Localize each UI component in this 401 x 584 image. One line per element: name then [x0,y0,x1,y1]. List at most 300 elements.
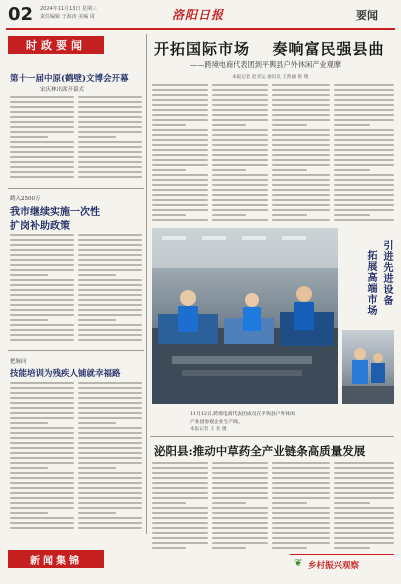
body-text-line [334,129,394,131]
story3-title: 技能培训为残疾人铺就幸福路 [10,369,121,379]
body-text-line [78,387,142,389]
body-text-line [78,502,142,504]
body-text-line [10,299,74,301]
photo-caption-line1: 11月12日,跨境电商代表团成员在平舆县户外休闲 [190,412,295,417]
body-text-line [152,487,208,489]
body-text-line [212,119,268,121]
body-text-line [78,309,142,311]
body-text-line [78,259,142,261]
body-text-line [152,99,208,101]
body-text-line [10,161,74,163]
story1-title: 第十一届中原(鹤壁)文博会开幕 [10,74,129,84]
body-text-line [78,299,142,301]
body-text-line [10,492,74,494]
body-text-line [334,477,394,479]
body-text-line [10,452,74,454]
body-text-line [334,487,394,489]
body-text-line [152,527,208,529]
body-text-line [212,89,268,91]
body-text-line [10,457,74,459]
body-text-line [78,239,142,241]
column-separator [146,34,147,534]
body-text-line [10,259,74,261]
body-text-line [334,159,394,161]
body-text-line [334,512,394,514]
feature-photo-2 [342,330,394,404]
body-text-line [152,119,208,121]
body-text-line [272,219,330,221]
body-text-line [78,106,142,108]
feature-body-col3 [272,84,330,224]
body-text-line [334,149,394,151]
body-text-line [272,119,330,121]
body-text-line [78,294,142,296]
body-text-line [10,284,74,286]
body-text-line [272,482,330,484]
body-text-line [334,472,394,474]
body-text-line [10,319,48,321]
body-text-line [10,432,74,434]
body-text-line [334,537,394,539]
body-text-line [334,532,394,534]
body-text-line [152,94,208,96]
body-text-line [272,134,330,136]
body-text-line [272,467,330,469]
body-text-line [78,512,116,514]
body-text-line [212,199,268,201]
body-text-line [10,131,74,133]
body-text-line [152,537,208,539]
body-text-line [152,189,208,191]
body-text-line [78,156,142,158]
body-text-line [212,184,268,186]
body-text-line [272,537,330,539]
body-text-line [334,179,394,181]
feature-headline [154,38,394,59]
body-text-line [212,532,268,534]
body-text-line [272,502,307,504]
body-text-line [10,309,74,311]
body-text-line [10,477,74,479]
body-text-line [152,109,208,111]
body-text-line [10,249,74,251]
body-text-line [78,517,142,519]
body-text-line [334,214,370,216]
body-text-line [272,477,330,479]
body-text-line [212,149,268,151]
body-text-line [272,512,330,514]
body-text-line [212,522,268,524]
body-text-line [334,144,394,146]
body-text-line [212,179,268,181]
body-text-line [212,219,268,221]
body-text-line [152,114,208,116]
body-text-line [78,482,142,484]
factory-scene-illustration [152,228,338,404]
body-text-line [272,179,330,181]
body-text-line [10,487,74,489]
body-text-line [212,482,268,484]
body-text-line [272,472,330,474]
body-text-line [10,407,74,409]
news-roundup-label: 新闻集锦 [30,555,82,567]
body-text-line [10,96,74,98]
body-text-line [10,106,74,108]
news-roundup-banner [8,550,104,568]
bottom-story-headline: 泌阳县:推动中草药全产业链条高质量发展 [154,444,366,458]
body-text-line [212,462,268,464]
body-text-line [10,412,74,414]
body-text-line [10,136,48,138]
body-text-line [152,507,208,509]
body-text-line [334,169,370,171]
feature-photo [152,228,338,404]
body-text-line [78,432,142,434]
body-text-line [10,397,74,399]
body-text-line [152,209,208,211]
body-text-line [334,124,370,126]
politics-banner [8,36,104,54]
body-text-line [152,174,208,176]
body-text-line [152,482,208,484]
body-text-line [10,121,74,123]
body-text-line [272,139,330,141]
feature-body-col1 [152,84,208,224]
body-text-line [10,146,74,148]
body-text-line [152,532,208,534]
body-text-line [334,492,394,494]
body-text-line [10,442,74,444]
body-text-line [78,437,142,439]
body-text-line [152,522,208,524]
body-text-line [272,114,330,116]
body-text-line [152,149,208,151]
footer-leaf-icon: ❦ [294,558,303,569]
body-text-line [212,537,268,539]
body-text-line [10,166,74,168]
feature-subheadline: ——跨境电商代表团到平舆县户外休闲产业观摩 [190,60,341,69]
body-text-line [78,126,142,128]
body-text-line [334,189,394,191]
body-text-line [212,124,246,126]
body-text-line [334,199,394,201]
body-text-line [78,472,142,474]
body-text-line [152,169,186,171]
body-text-line [272,149,330,151]
body-text-line [272,174,330,176]
body-text-line [272,199,330,201]
body-text-line [10,239,74,241]
body-text-line [272,154,330,156]
body-text-line [212,174,268,176]
body-text-line [78,417,142,419]
body-text-line [78,447,142,449]
body-text-line [212,204,268,206]
body-text-line [212,109,268,111]
body-text-line [212,527,268,529]
divider-2 [8,350,144,351]
body-text-line [78,269,142,271]
body-text-line [10,447,74,449]
photo-credit: 本报记者 王 亚 摄 [190,427,227,432]
body-text-line [334,502,370,504]
body-text-line [212,164,268,166]
body-text-line [10,274,48,276]
body-text-line [272,189,330,191]
body-text-line [10,512,48,514]
body-text-line [10,244,74,246]
body-text-line [78,116,142,118]
body-text-line [212,84,268,86]
body-text-line [152,472,208,474]
body-text-line [334,542,394,544]
vertical-caption-2: 拓展高端市场 [365,250,376,316]
body-text-line [10,101,74,103]
body-text-line [272,129,330,131]
body-text-line [272,94,330,96]
body-text-line [212,502,246,504]
body-text-line [78,397,142,399]
body-text-line [152,492,208,494]
body-text-line [10,171,74,173]
date-line: 2024年11月13日 星期三 [40,6,98,12]
body-text-line [152,84,208,86]
body-text-line [10,387,74,389]
body-text-line [10,329,74,331]
divider-1 [8,188,144,189]
body-text-line [10,141,74,143]
body-text-line [78,264,142,266]
body-text-line [78,176,142,178]
body-text-line [78,402,142,404]
body-text-line [152,204,208,206]
feature-headline-part1: 开拓国际市场 [154,40,251,58]
body-text-line [78,457,142,459]
body-text-line [152,462,208,464]
body-text-line [78,382,142,384]
body-text-line [272,542,330,544]
body-text-line [78,141,142,143]
body-text-line [152,502,186,504]
body-text-line [78,274,116,276]
body-text-line [78,407,142,409]
body-text-line [212,472,268,474]
body-text-line [78,304,142,306]
body-text-line [78,492,142,494]
body-text-line [334,467,394,469]
body-text-line [152,154,208,156]
body-text-line [334,174,394,176]
body-text-line [10,392,74,394]
body-text-line [10,111,74,113]
body-text-line [334,204,394,206]
body-text-line [152,497,208,499]
workers-illustration [342,330,394,404]
footer-brand: 乡村振兴观察 [308,561,360,571]
body-text-line [212,114,268,116]
body-text-line [334,209,394,211]
body-text-line [334,139,394,141]
body-text-line [334,547,370,549]
body-text-line [272,194,330,196]
body-text-line [212,154,268,156]
body-text-line [152,467,208,469]
body-text-line [212,194,268,196]
feature-body-col4 [334,84,394,224]
body-text-line [10,437,74,439]
body-text-line [78,151,142,153]
feature-headline-part2: 奏响富民强县曲 [272,40,385,58]
body-text-line [272,507,330,509]
body-text-line [334,84,394,86]
body-text-line [78,131,142,133]
body-text-line [10,522,74,524]
body-text-line [272,214,307,216]
body-text-line [212,512,268,514]
body-text-line [78,452,142,454]
body-text-line [78,161,142,163]
body-text-line [78,477,142,479]
story1-subtitle: 宋庆林出席开幕式 [40,87,85,93]
body-text-line [212,547,246,549]
body-text-line [212,159,268,161]
body-text-line [152,547,186,549]
body-text-line [334,184,394,186]
body-text-line [10,254,74,256]
body-text-line [10,467,48,469]
body-text-line [272,159,330,161]
story1-body-col2 [78,96,142,182]
body-text-line [78,527,142,529]
section-label: 要闻 [356,9,378,22]
body-text-line [152,129,208,131]
body-text-line [10,234,74,236]
body-text-line [78,522,142,524]
body-text-line [78,507,142,509]
body-text-line [152,542,208,544]
body-text-line [152,477,208,479]
body-text-line [212,189,268,191]
body-text-line [272,104,330,106]
body-text-line [10,294,74,296]
body-text-line [152,199,208,201]
body-text-line [152,139,208,141]
body-text-line [334,507,394,509]
body-text-line [78,392,142,394]
body-text-line [78,324,142,326]
body-text-line [212,99,268,101]
masthead [0,0,401,30]
body-text-line [334,164,394,166]
body-text-line [78,467,116,469]
body-text-line [272,497,330,499]
body-text-line [272,547,307,549]
body-text-line [212,94,268,96]
body-text-line [272,522,330,524]
bottom-body-col1 [152,462,208,552]
body-text-line [78,121,142,123]
body-text-line [212,507,268,509]
body-text-line [272,164,330,166]
body-text-line [78,334,142,336]
footer-brand-block [290,554,394,573]
body-text-line [272,532,330,534]
editor-line: 责任编辑 王海涛 美编 周 [40,14,95,20]
body-text-line [10,334,74,336]
story3-kicker: 把脉问 [10,359,27,365]
body-text-line [272,517,330,519]
body-text-line [334,462,394,464]
body-text-line [152,214,186,216]
body-text-line [272,89,330,91]
body-text-line [334,104,394,106]
body-text-line [334,134,394,136]
story2-title-line2: 扩岗补助政策 [10,221,70,232]
body-text-line [212,169,246,171]
body-text-line [272,487,330,489]
story2-body-col2 [78,234,142,344]
body-text-line [334,114,394,116]
body-text-line [334,497,394,499]
body-text-line [78,422,116,424]
body-text-line [152,104,208,106]
body-text-line [334,109,394,111]
body-text-line [78,111,142,113]
bottom-body-col3 [272,462,330,552]
body-text-line [78,289,142,291]
body-text-line [212,209,268,211]
body-text-line [10,324,74,326]
masthead-rule [6,28,395,30]
body-text-line [78,462,142,464]
body-text-line [78,101,142,103]
body-text-line [152,134,208,136]
body-text-line [212,542,268,544]
body-text-line [334,99,394,101]
body-text-line [78,319,116,321]
body-text-line [10,279,74,281]
body-text-line [10,264,74,266]
body-text-line [212,134,268,136]
body-text-line [10,527,74,529]
body-text-line [152,179,208,181]
body-text-line [10,156,74,158]
body-text-line [212,139,268,141]
body-text-line [10,517,74,519]
body-text-line [78,136,116,138]
body-text-line [152,159,208,161]
body-text-line [78,412,142,414]
body-text-line [78,339,142,341]
story2-title-line1: 我市继续实施一次性 [10,207,100,218]
masthead-brand: 洛阳日报 [172,8,225,22]
body-text-line [78,487,142,489]
story2-body-col1 [10,234,74,344]
body-text-line [10,502,74,504]
body-text-line [10,382,74,384]
body-text-line [212,104,268,106]
body-text-line [212,492,268,494]
body-text-line [334,119,394,121]
feature-byline: 本报记者 赵亚运 通讯员 王凯丽 鲁 翔 [232,75,309,80]
body-text-line [272,462,330,464]
body-text-line [78,329,142,331]
body-text-line [272,209,330,211]
body-text-line [10,427,74,429]
body-text-line [10,472,74,474]
body-text-line [78,146,142,148]
body-text-line [10,116,74,118]
